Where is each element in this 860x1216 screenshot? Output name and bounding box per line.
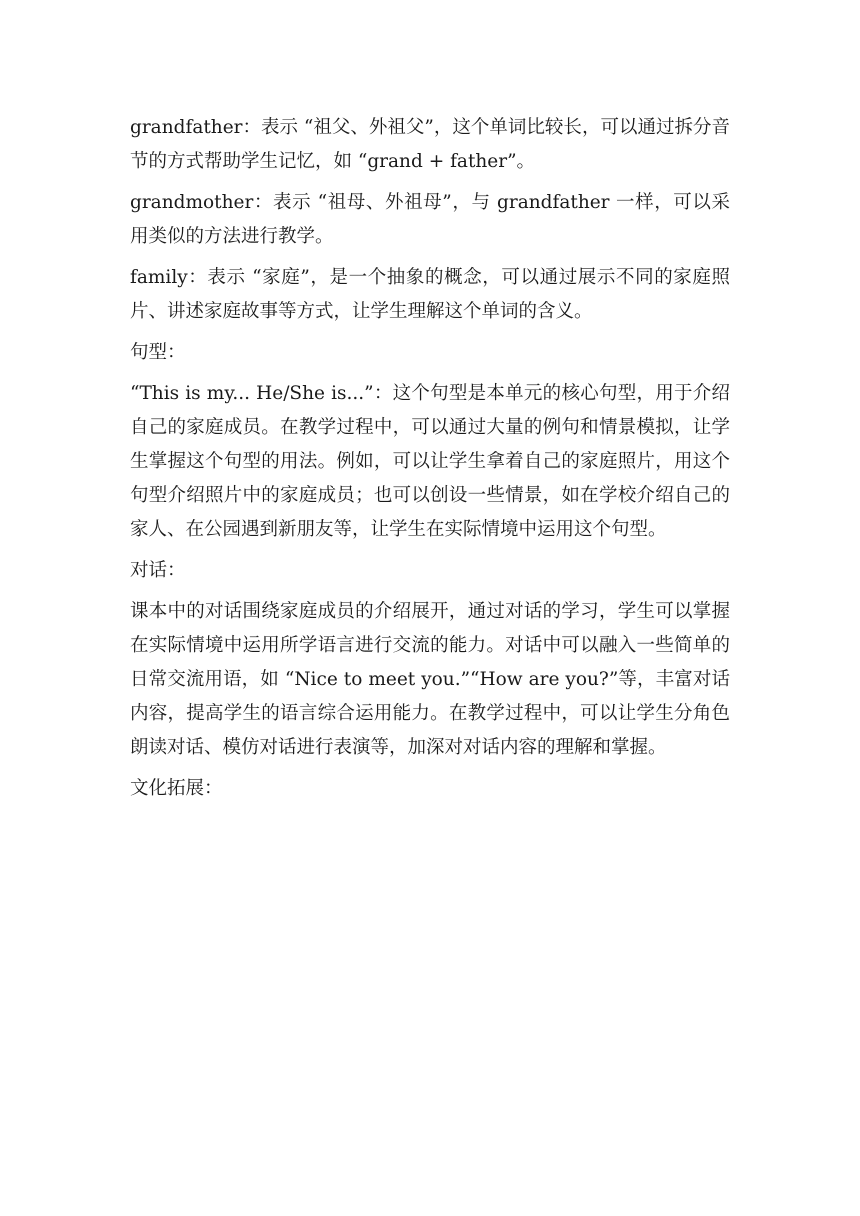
heading-cultural-extension: 文化拓展： (130, 778, 223, 799)
document-body (130, 111, 730, 813)
para-dialogue: 课本中的对话围绕家庭成员的介绍展开，通过对话的学习，学生可以掌握在实际情境中运用所学语言进行交流的能力。对话中可以融入一些简单的日常交流用语，如 “Nice to meet you.”“How are you?”等，丰富对话内容，提高学生的语言综合运用能力。在教学过程中，可以让学生分角色朗读对话、模仿对话进行表演等，加深对对话内容的理解和掌握。 (130, 601, 730, 758)
para-family: family：表示 “家庭”，是一个抽象的概念，可以通过展示不同的家庭照片、讲述家庭故事等方式，让学生理解这个单词的含义。 (130, 267, 730, 322)
heading-dialogue: 对话： (130, 560, 186, 581)
para-grandfather: grandfather：表示 “祖父、外祖父”，这个单词比较长，可以通过拆分音节的方式帮助学生记忆，如 “grand + father”。 (130, 117, 730, 172)
para-sentence-pattern: “This is my... He/She is...”：这个句型是本单元的核心句型，用于介绍自己的家庭成员。在教学过程中，可以通过大量的例句和情景模拟，让学生掌握这个句型的用法。例如，可以让学生拿着自己的家庭照片，用这个句型介绍照片中的家庭成员；也可以创设一些情景，如在学校介绍自己的家人、在公园遇到新朋友等，让学生在实际情境中运用这个句型。 (130, 383, 730, 540)
para-grandmother: grandmother：表示 “祖母、外祖母”，与 grandfather 一样，可以采用类似的方法进行教学。 (130, 192, 730, 247)
heading-sentence-patterns: 句型： (130, 342, 186, 363)
